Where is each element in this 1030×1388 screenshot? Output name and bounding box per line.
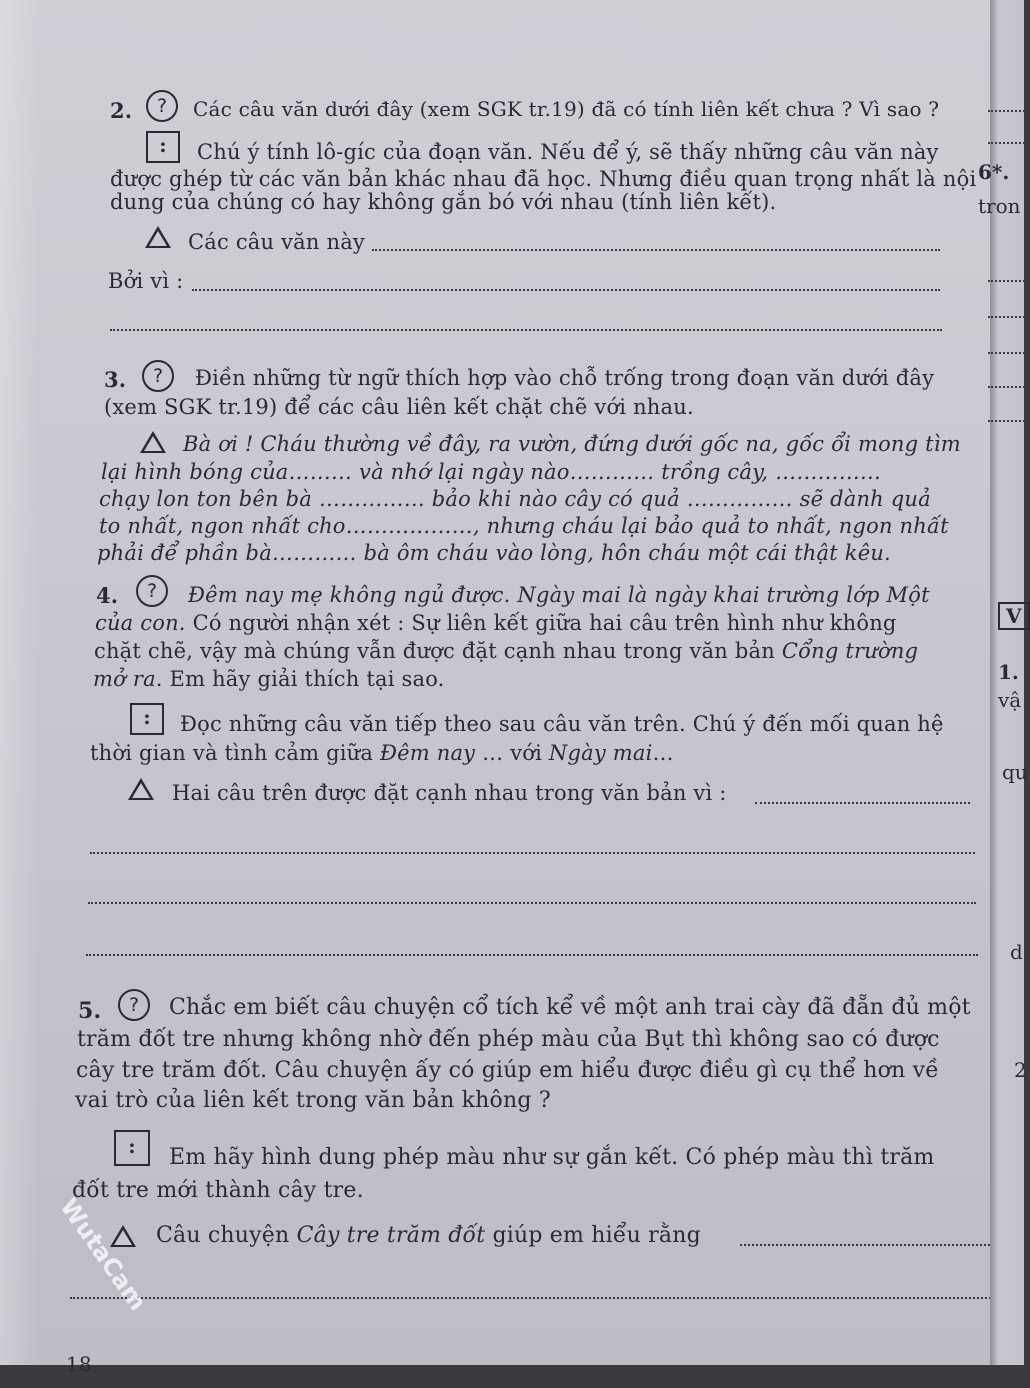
watermark-text: WutaCam xyxy=(54,1193,152,1316)
q2-answer-line[interactable] xyxy=(372,249,940,251)
q4-answer-line[interactable] xyxy=(755,802,970,804)
q5-line2: trăm đốt tre nhưng không nhờ đến phép màu của Bụt thì không sao có được xyxy=(77,1027,940,1052)
q4-line4 xyxy=(93,667,445,691)
q2-question: Các câu văn dưới đây (xem SGK tr.19) đã có tính liên kết chưa ? Vì sao ? xyxy=(193,97,940,121)
hint-icon: : xyxy=(130,703,164,735)
q2-because: Bởi vì : xyxy=(108,269,184,293)
q3-text-line1: Bà ơi ! Cháu thường về đây, ra vườn, đứng dưới gốc na, gốc ổi mong tìm xyxy=(183,432,961,456)
q4-hint-line2-d: Ngày mai xyxy=(548,741,653,765)
adjacent-line xyxy=(988,280,1028,282)
q4-answer-line[interactable] xyxy=(86,954,978,956)
adjacent-line xyxy=(988,142,1028,144)
q4-answer-line[interactable] xyxy=(90,852,975,854)
q2-answer-prompt: Các câu văn này xyxy=(188,230,365,254)
q4-line4-italic: mở ra. xyxy=(93,667,163,691)
q4-line2 xyxy=(95,611,897,635)
q5-answer-prompt xyxy=(156,1223,701,1248)
answer-triangle-icon xyxy=(140,431,166,453)
adjacent-text: vậ xyxy=(998,688,1022,712)
q4-line1: Đêm nay mẹ không ngủ được. Ngày mai là ngày khai trường lớp Một xyxy=(188,583,930,607)
q4-hint-line2-c: … với xyxy=(475,741,549,765)
q4-line2-italic: của con. xyxy=(95,611,186,635)
q5-answer-line[interactable] xyxy=(70,1297,1002,1299)
hint-icon: : xyxy=(146,131,180,163)
q2-hint-line1: Chú ý tính lô-gíc của đoạn văn. Nếu để ý, sẽ thấy những câu văn này xyxy=(197,140,939,164)
question-icon: ? xyxy=(136,575,168,607)
question-icon: ? xyxy=(142,360,174,392)
q3-text-line3[interactable]: chạy lon ton bên bà …………… bảo khi nào cây có quả …………… sẽ dành quả xyxy=(99,487,931,511)
q5-answer-b: Cây tre trăm đốt xyxy=(296,1223,486,1248)
page-number: 18 xyxy=(66,1352,92,1376)
q4-number: 4. xyxy=(96,583,119,608)
q4-hint-line2 xyxy=(90,741,674,765)
q3-number: 3. xyxy=(104,367,127,392)
q3-question-line2: (xem SGK tr.19) để các câu liên kết chặt chẽ với nhau. xyxy=(104,395,694,419)
q5-answer-c: giúp em hiểu rằng xyxy=(485,1223,701,1248)
q3-question-line1: Điền những từ ngữ thích hợp vào chỗ trống trong đoạn văn dưới đây xyxy=(195,366,935,390)
adjacent-line xyxy=(988,316,1028,318)
q5-line4: vai trò của liên kết trong văn bản không ? xyxy=(75,1088,551,1113)
answer-triangle-icon xyxy=(110,1225,136,1247)
adjacent-text: 6*. xyxy=(978,160,1010,184)
adjacent-line xyxy=(988,386,1028,388)
question-icon: ? xyxy=(118,989,150,1021)
q4-answer-line[interactable] xyxy=(88,902,976,904)
adjacent-line xyxy=(988,352,1028,354)
q4-line2-rest: Có người nhận xét : Sự liên kết giữa hai câu trên hình như không xyxy=(185,611,897,635)
q2-number: 2. xyxy=(110,98,133,123)
q5-hint-line1: Em hãy hình dung phép màu như sự gắn kết. Có phép màu thì trăm xyxy=(169,1145,935,1170)
q4-hint-line1: Đọc những câu văn tiếp theo sau câu văn trên. Chú ý đến mối quan hệ xyxy=(180,712,944,736)
q5-number: 5. xyxy=(78,998,102,1024)
adjacent-text: qu xyxy=(1002,760,1028,784)
q4-hint-line2-a: thời gian và tình cảm giữa xyxy=(90,741,380,765)
answer-triangle-icon xyxy=(128,778,154,800)
adjacent-text: V xyxy=(998,602,1030,630)
adjacent-text: tron xyxy=(978,194,1021,218)
q5-answer-a: Câu chuyện xyxy=(156,1223,297,1248)
q3-text-line5[interactable]: phải để phần bà………… bà ôm cháu vào lòng, hôn cháu một cái thật kêu. xyxy=(97,541,891,565)
q5-line3: cây tre trăm đốt. Câu chuyện ấy có giúp em hiểu được điều gì cụ thể hơn về xyxy=(76,1058,940,1083)
q3-text-line2[interactable]: lại hình bóng của……… và nhớ lại ngày nào………… trồng cây, …………… xyxy=(101,460,882,484)
q4-answer-prompt: Hai câu trên được đặt cạnh nhau trong văn bản vì : xyxy=(172,781,727,805)
adjacent-line xyxy=(988,110,1028,112)
q4-line3 xyxy=(94,639,918,663)
watermark-logo xyxy=(0,1193,158,1388)
q5-hint-line2: đốt tre mới thành cây tre. xyxy=(72,1178,364,1203)
q2-because-line[interactable] xyxy=(192,289,940,291)
q4-hint-line2-e: … xyxy=(652,741,674,765)
q3-text-line4[interactable]: to nhất, ngon nhất cho………………, nhưng cháu lại bảo quả to nhất, ngon nhất xyxy=(99,514,949,538)
adjacent-line xyxy=(988,420,1028,422)
q4-line4-rest: Em hãy giải thích tại sao. xyxy=(162,667,445,691)
adjacent-text: 2 xyxy=(1014,1058,1027,1082)
adjacent-page xyxy=(978,0,1028,1365)
q5-line1: Chắc em biết câu chuyện cổ tích kể về một anh trai cày đã đẵn đủ một xyxy=(169,995,971,1020)
adjacent-text: 1. xyxy=(998,660,1019,684)
q4-hint-line2-b: Đêm nay xyxy=(379,741,476,765)
answer-triangle-icon xyxy=(145,226,171,248)
q2-extra-line[interactable] xyxy=(110,329,942,331)
q2-hint-line2: được ghép từ các văn bản khác nhau đã học. Nhưng điều quan trọng nhất là nội xyxy=(110,167,977,191)
hint-icon: : xyxy=(114,1130,150,1166)
q5-answer-line[interactable] xyxy=(740,1244,998,1246)
q2-hint-line3: dung của chúng có hay không gắn bó với nhau (tính liên kết). xyxy=(110,190,777,214)
q4-line3-start: chặt chẽ, vậy mà chúng vẫn được đặt cạnh nhau trong văn bản xyxy=(94,639,782,663)
question-icon: ? xyxy=(146,90,178,122)
q4-line3-italic: Cổng trường xyxy=(781,639,919,663)
adjacent-text: d xyxy=(1010,940,1023,964)
